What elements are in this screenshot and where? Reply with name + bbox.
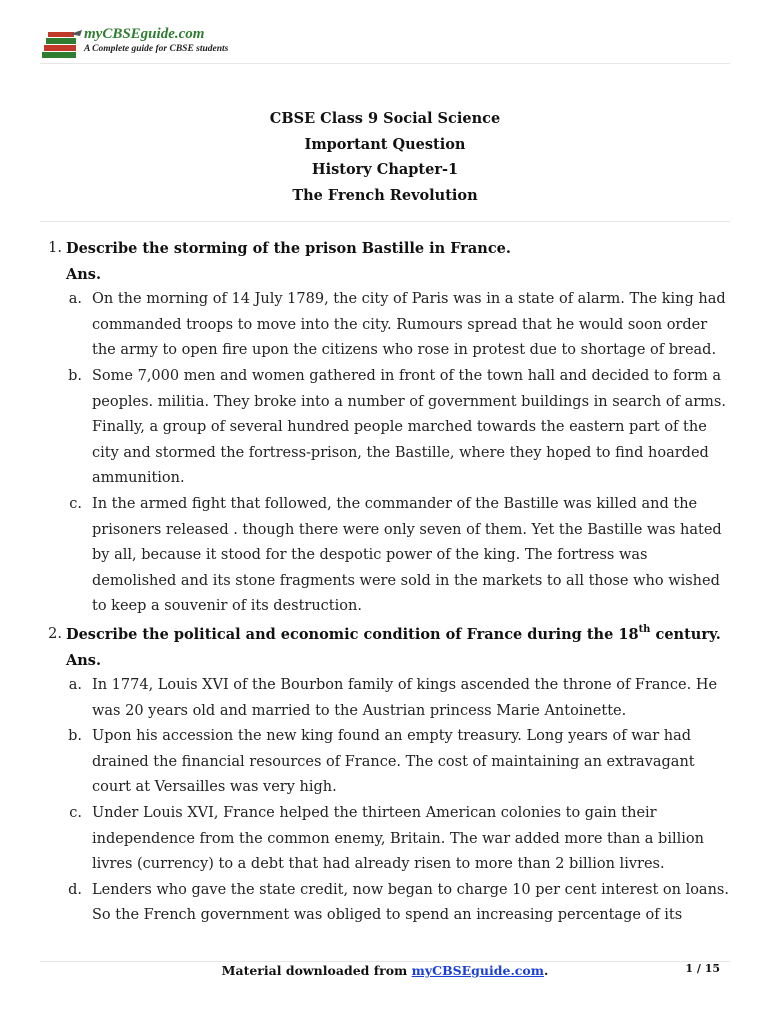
point-text: Lenders who gave the state credit, now began to charge 10 per cent interest on loans. So the French government was obliged to spend an increasing percentage of its	[92, 881, 729, 924]
books-stack-icon	[40, 28, 84, 62]
point-letter: d.	[68, 881, 82, 898]
point-letter: a.	[68, 677, 82, 694]
question-text: Describe the storming of the prison Bastille in France.	[66, 240, 511, 257]
footer-site-link[interactable]: myCBSEguide.com	[411, 963, 544, 978]
answer-label: Ans.	[66, 651, 102, 669]
title-divider	[40, 221, 730, 222]
answer-point	[66, 878, 730, 929]
point-text: Under Louis XVI, France helped the thirteen American colonies to gain their independence from the common enemy, Britain. The war added more than a billion livres (currency) to a debt that had already risen to more than 2 billion livres.	[92, 805, 704, 873]
question-text-end: century.	[650, 625, 721, 643]
answer-point	[66, 673, 730, 724]
document-title	[40, 106, 730, 208]
document-body	[40, 236, 730, 929]
footer-credit	[40, 963, 730, 978]
question-text-superscript: th	[638, 623, 651, 635]
question-2	[40, 622, 730, 929]
logo-brand: myCBSEguide.com	[84, 26, 205, 42]
point-letter: c.	[69, 495, 82, 512]
page-number: 1 / 15	[685, 962, 720, 975]
footer-suffix: .	[543, 963, 549, 978]
title-line-4: The French Revolution	[292, 186, 478, 204]
point-letter: b.	[68, 367, 82, 384]
point-letter: a.	[68, 291, 82, 308]
footer-prefix: Material downloaded from	[221, 963, 412, 978]
question-number: 2.	[48, 625, 62, 642]
point-text: In 1774, Louis XVI of the Bourbon family of kings ascended the throne of France. He was 20 years old and married to the Austrian princess Marie Antoinette.	[92, 677, 718, 719]
question-number: 1.	[48, 240, 62, 256]
question-text	[66, 622, 730, 648]
page-header	[40, 24, 730, 64]
answer-point	[66, 492, 730, 620]
footer-divider	[40, 961, 730, 962]
point-text: In the armed fight that followed, the commander of the Bastille was killed and the prisoners released . though there were only seven of them. Yet the Bastille was hated by all, because it stood for the despotic power of the king. The fortress was demolished and its stone fragments were sold in the markets to all those who wished to keep a souvenir of its destruction.	[92, 495, 722, 615]
answer-point	[66, 287, 730, 364]
point-letter: c.	[69, 805, 82, 822]
question-text-main: Describe the political and economic condition of France during the 18	[66, 625, 639, 643]
point-text: Upon his accession the new king found an empty treasury. Long years of war had drained the financial resources of France. The cost of maintaining an extravagant court at Versailles was very high.	[92, 728, 695, 796]
logo-tagline: A Complete guide for CBSE students	[84, 44, 229, 54]
point-text: On the morning of 14 July 1789, the city of Paris was in a state of alarm. The king had commanded troops to move into the city. Rumours spread that he would soon order the army to open fire upon the citizens who rose in protest due to shortage of bread.	[92, 291, 726, 359]
header-divider	[40, 63, 730, 64]
point-text: Some 7,000 men and women gathered in front of the town hall and decided to form a peoples. militia. They broke into a number of government buildings in search of arms. Finally, a group of several hundred people marched towards the eastern part of the city and stormed the fortress-prison, the Bastille, where they hoped to find hoarded ammunition.	[92, 367, 726, 487]
answer-label: Ans.	[66, 265, 102, 283]
point-letter: b.	[68, 728, 82, 745]
title-line-2: Important Question	[304, 135, 466, 153]
question-1	[40, 236, 730, 620]
mycbseguide-logo[interactable]	[40, 26, 250, 60]
answer-point	[66, 724, 730, 801]
answer-point	[66, 801, 730, 878]
title-line-3: History Chapter-1	[311, 161, 459, 178]
title-line-1: CBSE Class 9 Social Science	[269, 110, 501, 127]
answer-point	[66, 364, 730, 492]
